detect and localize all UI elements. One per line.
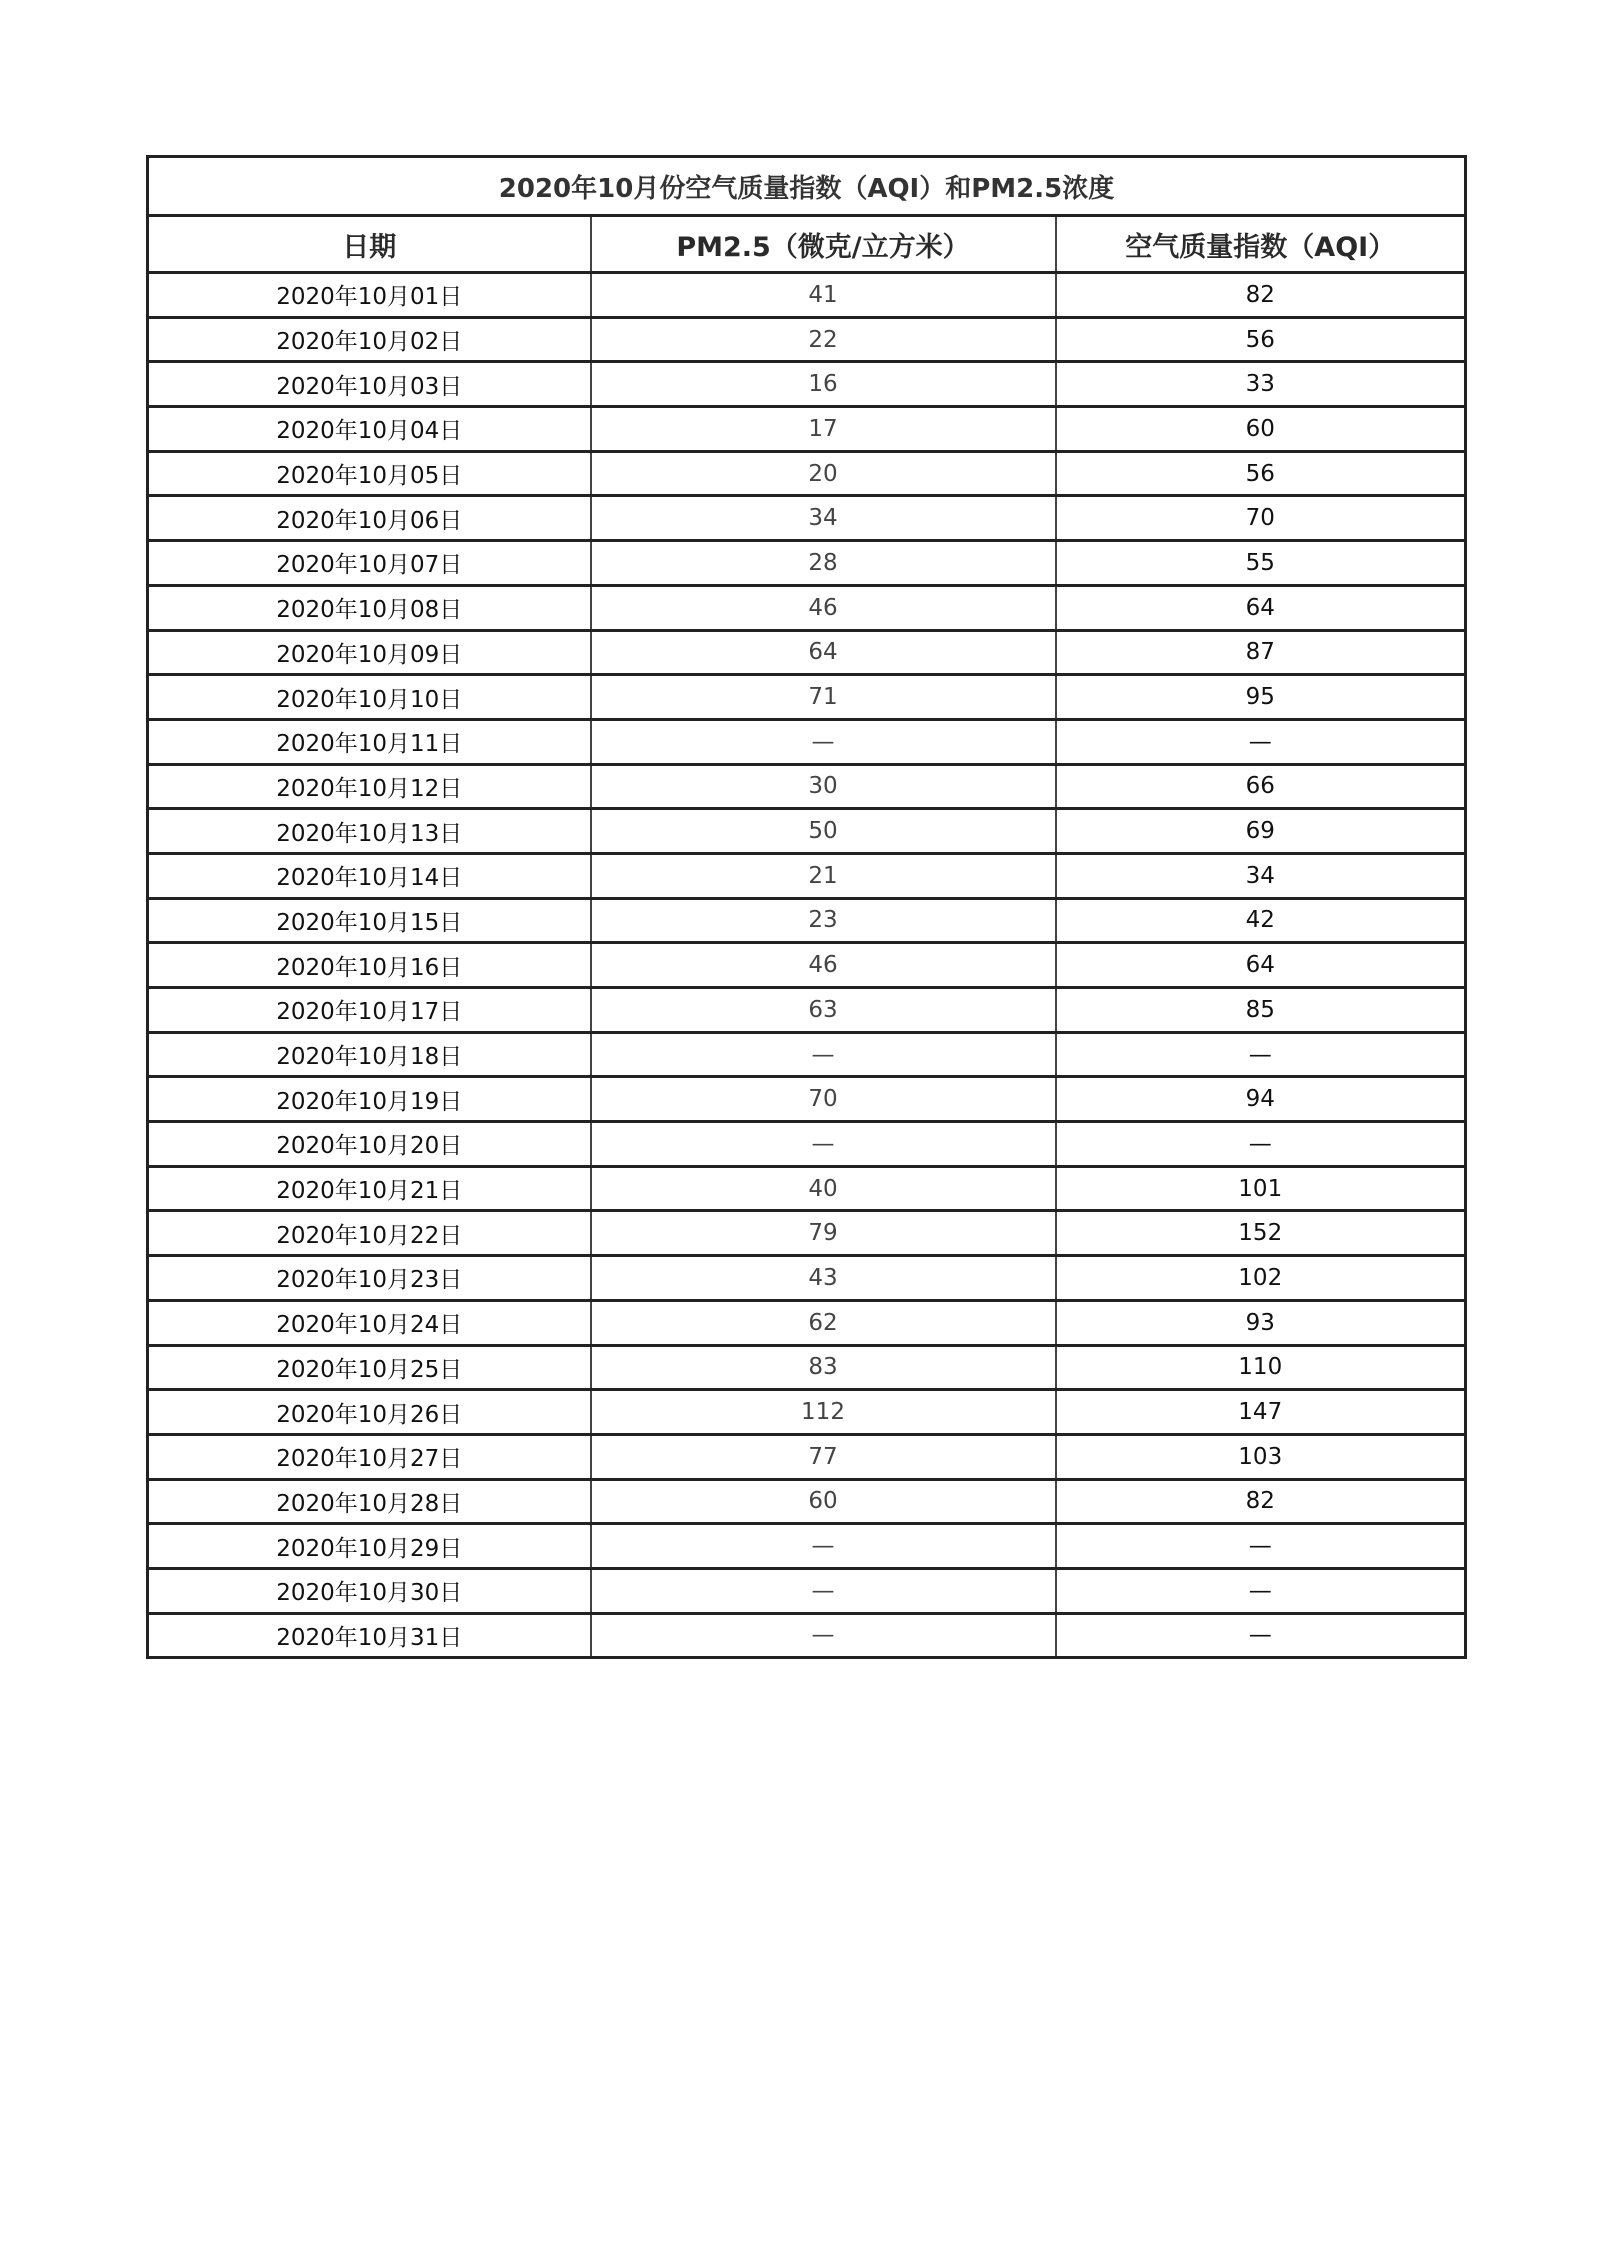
cell-date: 2020年10月26日 [148, 1390, 591, 1435]
cell-date: 2020年10月17日 [148, 988, 591, 1033]
table-row [148, 451, 1466, 496]
cell-aqi: — [1056, 1122, 1466, 1167]
cell-aqi: 82 [1056, 273, 1466, 318]
table-row [148, 1345, 1466, 1390]
aqi-table [146, 155, 1467, 1659]
cell-aqi: 34 [1056, 853, 1466, 898]
cell-date: 2020年10月27日 [148, 1434, 591, 1479]
cell-aqi: 147 [1056, 1390, 1466, 1435]
table-row [148, 675, 1466, 720]
cell-aqi: 102 [1056, 1256, 1466, 1301]
cell-pm25: 79 [591, 1211, 1056, 1256]
header-aqi: 空气质量指数（AQI） [1056, 216, 1466, 273]
cell-pm25: 22 [591, 317, 1056, 362]
cell-aqi: 94 [1056, 1077, 1466, 1122]
cell-pm25: 83 [591, 1345, 1056, 1390]
cell-pm25: 60 [591, 1479, 1056, 1524]
cell-pm25: — [591, 1032, 1056, 1077]
cell-aqi: 66 [1056, 764, 1466, 809]
cell-aqi: 103 [1056, 1434, 1466, 1479]
cell-pm25: 40 [591, 1166, 1056, 1211]
table-row [148, 317, 1466, 362]
cell-pm25: 71 [591, 675, 1056, 720]
cell-date: 2020年10月25日 [148, 1345, 591, 1390]
cell-aqi: 110 [1056, 1345, 1466, 1390]
cell-date: 2020年10月06日 [148, 496, 591, 541]
cell-date: 2020年10月13日 [148, 809, 591, 854]
cell-date: 2020年10月03日 [148, 362, 591, 407]
cell-pm25: — [591, 719, 1056, 764]
table-row [148, 496, 1466, 541]
cell-pm25: — [591, 1524, 1056, 1569]
table-row [148, 898, 1466, 943]
cell-aqi: — [1056, 1568, 1466, 1613]
cell-aqi: 64 [1056, 585, 1466, 630]
table-row [148, 407, 1466, 452]
table-row [148, 988, 1466, 1033]
cell-pm25: — [591, 1122, 1056, 1167]
cell-pm25: 62 [591, 1300, 1056, 1345]
cell-pm25: 63 [591, 988, 1056, 1033]
cell-pm25: 16 [591, 362, 1056, 407]
cell-date: 2020年10月01日 [148, 273, 591, 318]
table-row [148, 273, 1466, 318]
cell-aqi: 69 [1056, 809, 1466, 854]
cell-pm25: 46 [591, 943, 1056, 988]
cell-date: 2020年10月29日 [148, 1524, 591, 1569]
cell-aqi: 56 [1056, 451, 1466, 496]
cell-date: 2020年10月15日 [148, 898, 591, 943]
cell-pm25: 34 [591, 496, 1056, 541]
table-row [148, 1568, 1466, 1613]
table-row [148, 585, 1466, 630]
cell-aqi: — [1056, 1032, 1466, 1077]
cell-pm25: 112 [591, 1390, 1056, 1435]
table-row [148, 362, 1466, 407]
cell-aqi: 85 [1056, 988, 1466, 1033]
cell-aqi: 101 [1056, 1166, 1466, 1211]
cell-aqi: — [1056, 719, 1466, 764]
cell-date: 2020年10月21日 [148, 1166, 591, 1211]
aqi-table-container [146, 155, 1464, 1659]
cell-aqi: — [1056, 1613, 1466, 1658]
table-row [148, 1434, 1466, 1479]
cell-date: 2020年10月19日 [148, 1077, 591, 1122]
cell-date: 2020年10月23日 [148, 1256, 591, 1301]
table-row [148, 1390, 1466, 1435]
cell-date: 2020年10月02日 [148, 317, 591, 362]
cell-pm25: 43 [591, 1256, 1056, 1301]
cell-aqi: 56 [1056, 317, 1466, 362]
table-row [148, 1256, 1466, 1301]
cell-pm25: 50 [591, 809, 1056, 854]
cell-date: 2020年10月09日 [148, 630, 591, 675]
cell-aqi: 152 [1056, 1211, 1466, 1256]
cell-aqi: 82 [1056, 1479, 1466, 1524]
cell-date: 2020年10月28日 [148, 1479, 591, 1524]
table-row [148, 1032, 1466, 1077]
table-row [148, 1077, 1466, 1122]
cell-aqi: 42 [1056, 898, 1466, 943]
table-row [148, 630, 1466, 675]
cell-aqi: 55 [1056, 541, 1466, 586]
cell-pm25: 21 [591, 853, 1056, 898]
table-row [148, 1122, 1466, 1167]
table-row [148, 809, 1466, 854]
cell-pm25: 20 [591, 451, 1056, 496]
cell-date: 2020年10月08日 [148, 585, 591, 630]
cell-date: 2020年10月12日 [148, 764, 591, 809]
cell-date: 2020年10月10日 [148, 675, 591, 720]
cell-date: 2020年10月18日 [148, 1032, 591, 1077]
cell-date: 2020年10月22日 [148, 1211, 591, 1256]
table-title-row [148, 157, 1466, 216]
cell-date: 2020年10月16日 [148, 943, 591, 988]
cell-pm25: 17 [591, 407, 1056, 452]
table-header-row [148, 216, 1466, 273]
cell-aqi: 93 [1056, 1300, 1466, 1345]
cell-pm25: 46 [591, 585, 1056, 630]
cell-date: 2020年10月11日 [148, 719, 591, 764]
table-row [148, 764, 1466, 809]
cell-aqi: 95 [1056, 675, 1466, 720]
cell-date: 2020年10月07日 [148, 541, 591, 586]
cell-date: 2020年10月14日 [148, 853, 591, 898]
cell-aqi: 70 [1056, 496, 1466, 541]
table-row [148, 1524, 1466, 1569]
table-row [148, 1300, 1466, 1345]
table-row [148, 541, 1466, 586]
cell-date: 2020年10月20日 [148, 1122, 591, 1167]
cell-date: 2020年10月04日 [148, 407, 591, 452]
table-body [148, 273, 1466, 1658]
cell-pm25: 23 [591, 898, 1056, 943]
cell-pm25: — [591, 1568, 1056, 1613]
table-row [148, 853, 1466, 898]
cell-date: 2020年10月24日 [148, 1300, 591, 1345]
cell-pm25: — [591, 1613, 1056, 1658]
table-row [148, 719, 1466, 764]
cell-pm25: 77 [591, 1434, 1056, 1479]
cell-aqi: 33 [1056, 362, 1466, 407]
header-pm25: PM2.5（微克/立方米） [591, 216, 1056, 273]
table-title: 2020年10月份空气质量指数（AQI）和PM2.5浓度 [148, 157, 1466, 216]
cell-aqi: 64 [1056, 943, 1466, 988]
cell-date: 2020年10月05日 [148, 451, 591, 496]
cell-pm25: 30 [591, 764, 1056, 809]
cell-pm25: 70 [591, 1077, 1056, 1122]
cell-pm25: 28 [591, 541, 1056, 586]
table-row [148, 1479, 1466, 1524]
cell-date: 2020年10月31日 [148, 1613, 591, 1658]
cell-aqi: — [1056, 1524, 1466, 1569]
cell-aqi: 87 [1056, 630, 1466, 675]
cell-date: 2020年10月30日 [148, 1568, 591, 1613]
cell-pm25: 41 [591, 273, 1056, 318]
table-row [148, 1613, 1466, 1658]
table-row [148, 943, 1466, 988]
table-row [148, 1211, 1466, 1256]
cell-pm25: 64 [591, 630, 1056, 675]
header-date: 日期 [148, 216, 591, 273]
cell-aqi: 60 [1056, 407, 1466, 452]
table-row [148, 1166, 1466, 1211]
